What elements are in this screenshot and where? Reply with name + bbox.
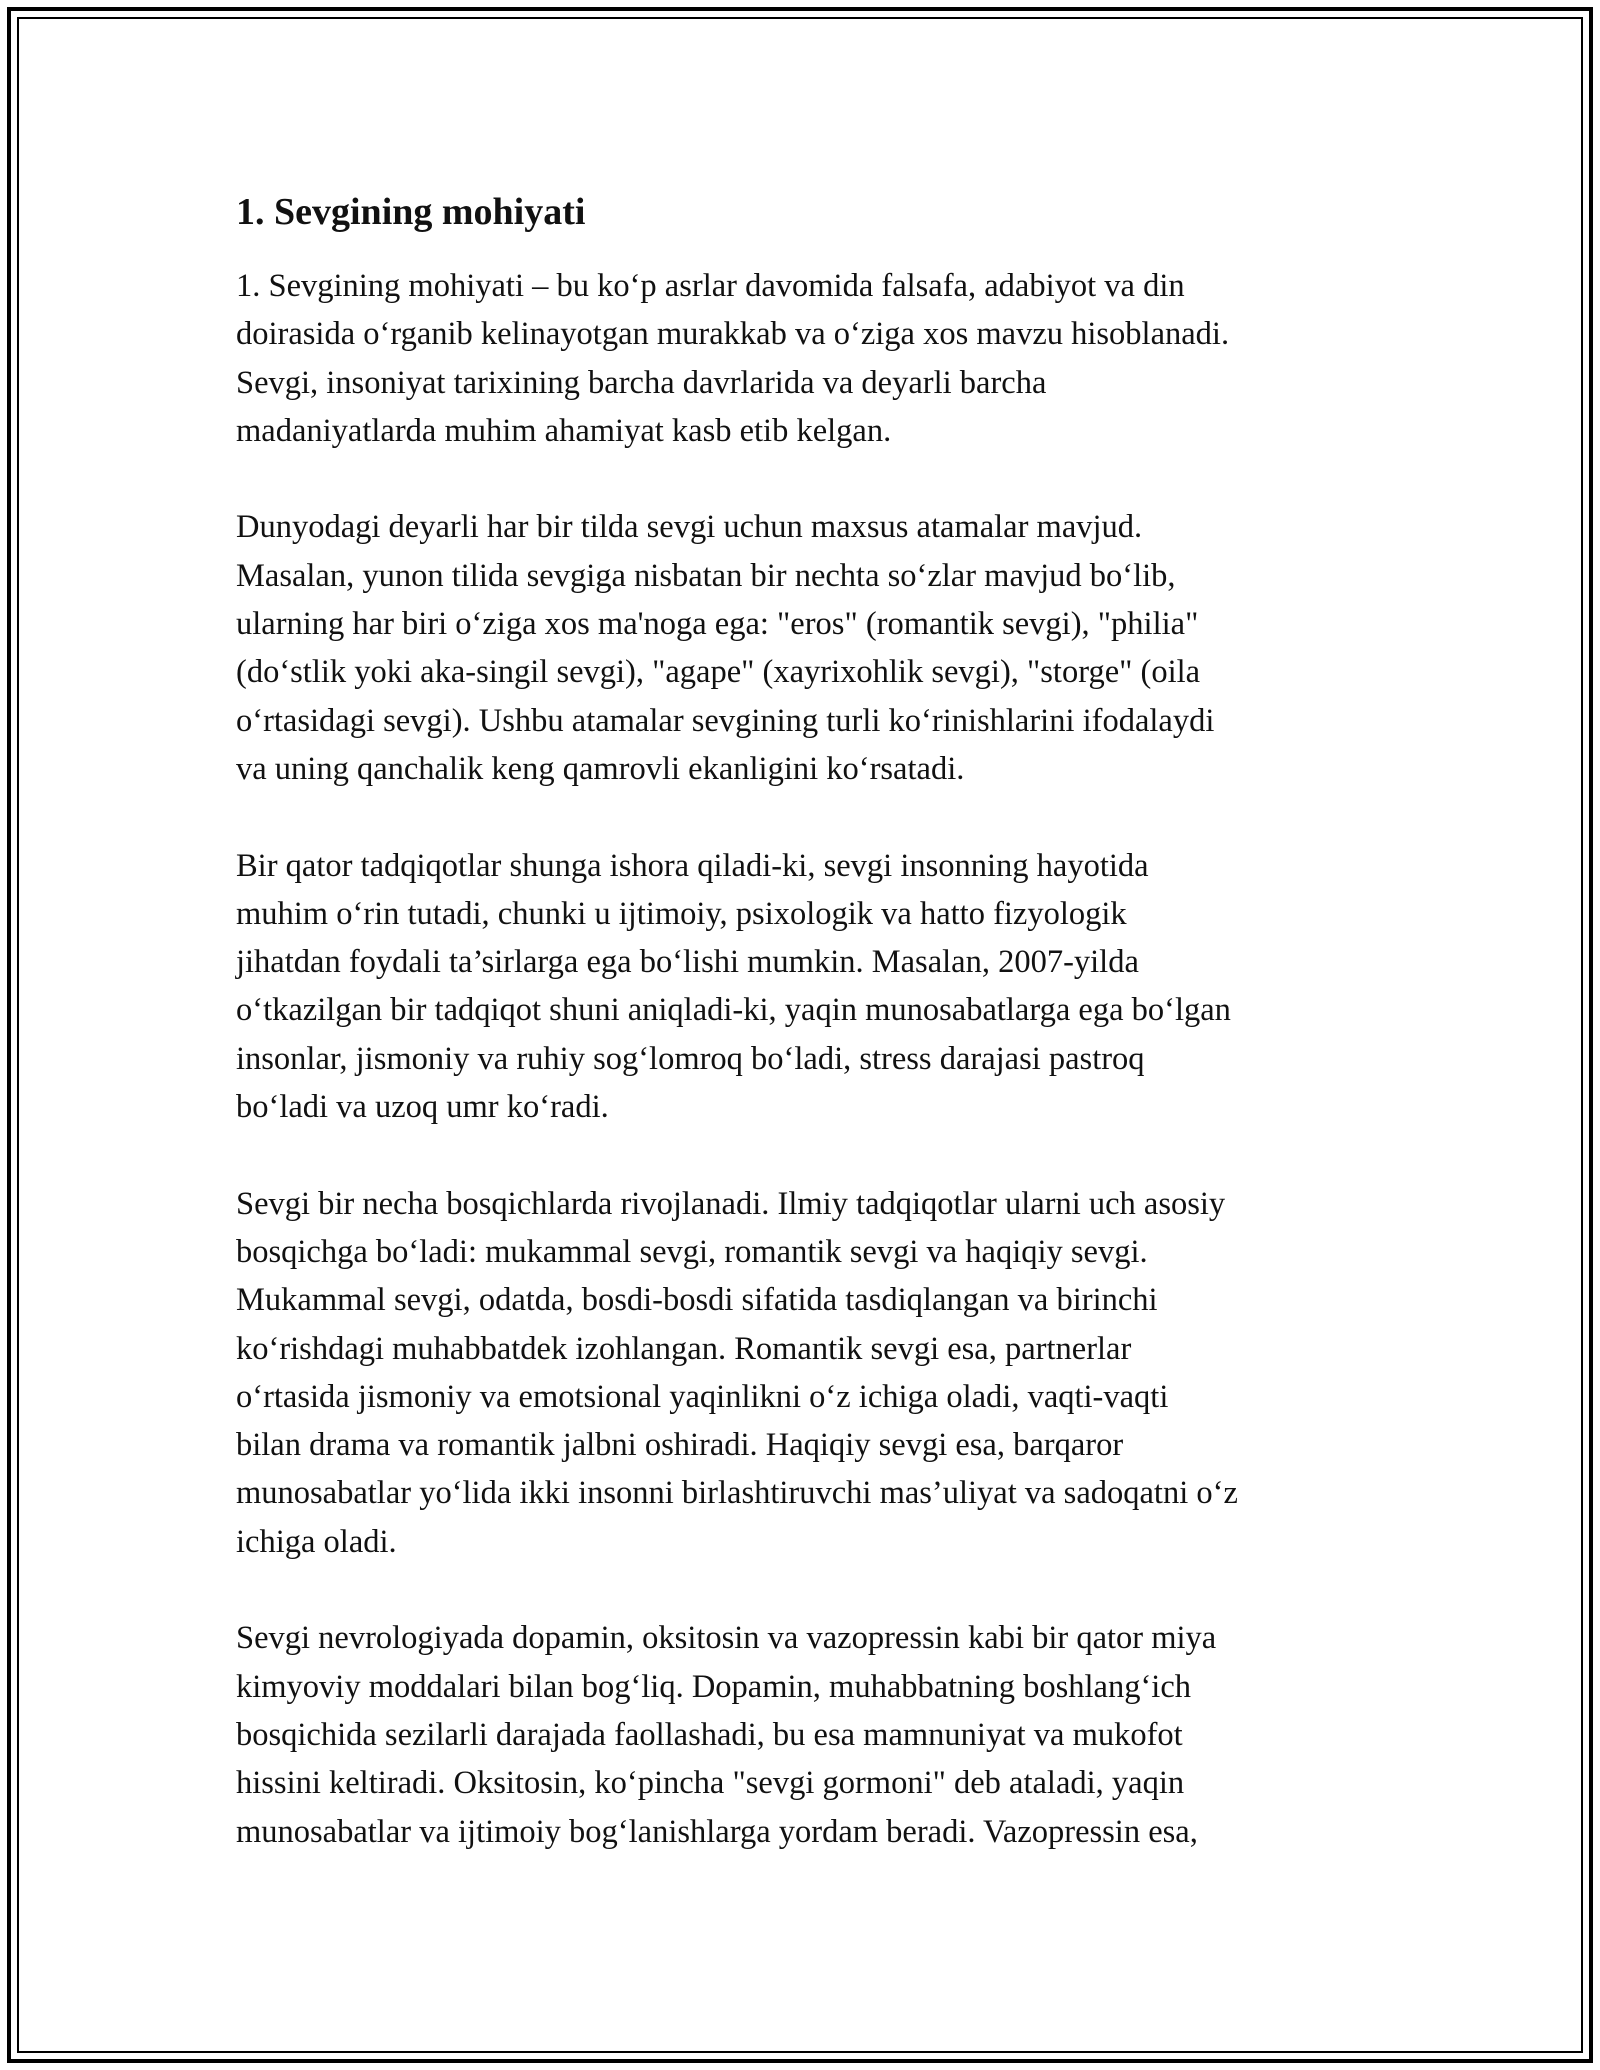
text-line: Bir qator tadqiqotlar shunga ishora qiladi-ki, sevgi insonning hayotida [236,847,1149,884]
paragraph [236,842,1386,1132]
text-line: o‘tkazilgan bir tadqiqot shuni aniqladi-ki, yaqin munosabatlarga ega bo‘lgan [236,992,1231,1029]
section-heading: 1. Sevgining mohiyati [236,191,586,233]
text-line: bosqichga bo‘ladi: mukammal sevgi, romantik sevgi va haqiqiy sevgi. [236,1233,1148,1270]
document-body [236,186,1386,1904]
text-line: jihatdan foydali ta’sirlarga ega bo‘lishi mumkin. Masalan, 2007-yilda [236,944,1139,981]
text-line: 1. Sevgining mohiyati – bu ko‘p asrlar davomida falsafa, adabiyot va din [236,268,1185,304]
text-line: Sevgi bir necha bosqichlarda rivojlanadi. Ilmiy tadqiqotlar ularni uch asosiy [236,1185,1226,1222]
paragraph [236,1180,1386,1566]
text-line: Masalan, yunon tilida sevgiga nisbatan bir nechta so‘zlar mavjud bo‘lib, [236,557,1176,594]
text-line: muhim o‘rin tutadi, chunki u ijtimoiy, psixologik va hatto fizyologik [236,895,1127,932]
text-line: va uning qanchalik keng qamrovli ekanligini ko‘rsatadi. [236,750,965,787]
text-line: munosabatlar yo‘lida ikki insonni birlashtiruvchi mas’uliyat va sadoqatni o‘z [236,1475,1238,1512]
paragraph-list [236,262,1386,1856]
text-line: o‘rtasidagi sevgi). Ushbu atamalar sevgining turli ko‘rinishlarini ifodalaydi [236,702,1215,739]
text-line: hissini keltiradi. Oksitosin, ko‘pincha "sevgi gormoni" deb ataladi, yaqin [236,1765,1185,1802]
paragraph [236,262,1386,455]
text-line: madaniyatlarda muhim ahamiyat kasb etib kelgan. [236,412,892,449]
text-line: ularning har biri o‘ziga xos ma'noga ega: "eros" (romantik sevgi), "philia" [236,606,1199,643]
text-line: doirasida o‘rganib kelinayotgan murakkab va o‘ziga xos mavzu hisoblanadi. [236,316,1230,353]
paragraph [236,503,1386,793]
paragraph [236,1614,1386,1855]
text-line: Dunyodagi deyarli har bir tilda sevgi uchun maxsus atamalar mavjud. [236,509,1143,546]
text-line: ko‘rishdagi muhabbatdek izohlangan. Romantik sevgi esa, partnerlar [236,1330,1132,1367]
text-line: kimyoviy moddalari bilan bog‘liq. Dopamin, muhabbatning boshlang‘ich [236,1668,1191,1705]
text-line: Mukammal sevgi, odatda, bosdi-bosdi sifatida tasdiqlangan va birinchi [236,1282,1158,1319]
text-line: ichiga oladi. [236,1523,397,1560]
text-line: munosabatlar va ijtimoiy bog‘lanishlarga yordam beradi. Vazopressin esa, [236,1813,1198,1850]
text-line: bosqichida sezilarli darajada faollashadi, bu esa mamnuniyat va mukofot [236,1716,1183,1753]
text-line: (do‘stlik yoki aka-singil sevgi), "agape" (xayrixohlik sevgi), "storge" (oila [236,654,1201,691]
text-line: Sevgi, insoniyat tarixining barcha davrlarida va deyarli barcha [236,364,1047,401]
text-line: o‘rtasida jismoniy va emotsional yaqinlikni o‘z ichiga oladi, vaqti-vaqti [236,1378,1169,1415]
text-line: bo‘ladi va uzoq umr ko‘radi. [236,1089,609,1126]
text-line: insonlar, jismoniy va ruhiy sog‘lomroq bo‘ladi, stress darajasi pastroq [236,1040,1145,1077]
text-line: bilan drama va romantik jalbni oshiradi. Haqiqiy sevgi esa, barqaror [236,1427,1124,1464]
text-line: Sevgi nevrologiyada dopamin, oksitosin va vazopressin kabi bir qator miya [236,1620,1217,1657]
